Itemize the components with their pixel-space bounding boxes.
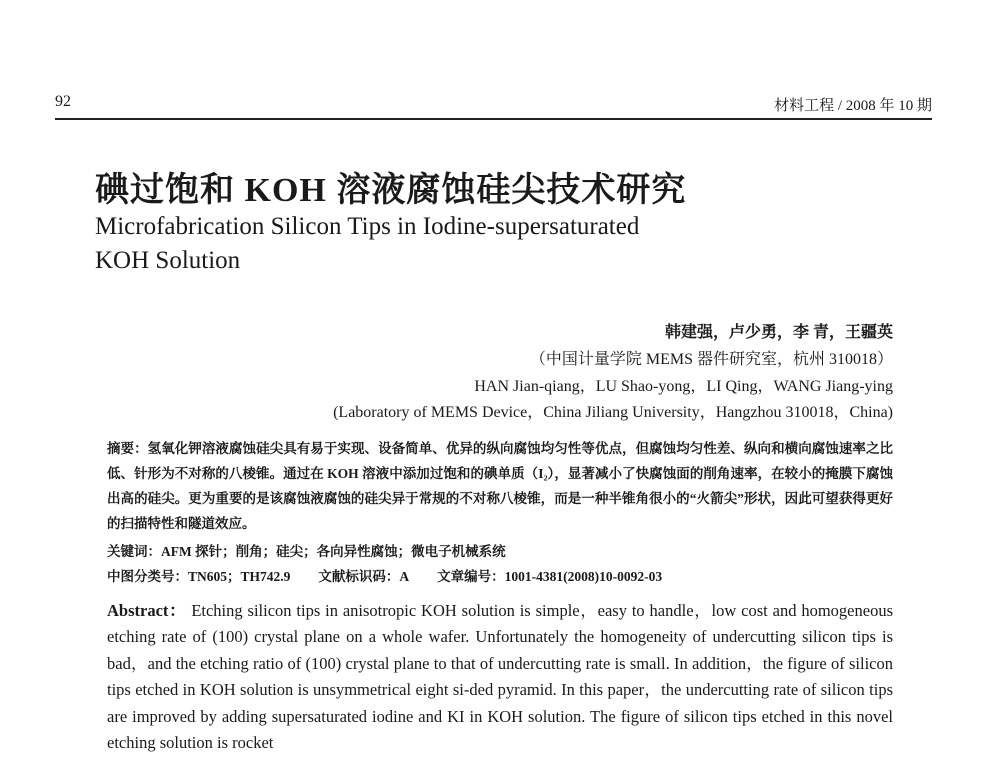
title-english-line-1: Microfabrication Silicon Tips in Iodine-supersaturated [95, 213, 640, 240]
running-head: 材料工程 / 2008 年 10 期 [774, 98, 932, 114]
article-number-label: 文章编号： [437, 569, 505, 584]
clc-value: TN605；TH742.9 [188, 569, 291, 584]
abstract-english-text: Etching silicon tips in anisotropic KOH solution is simple，easy to handle，low cost and homogeneous etching rate of (100) crystal plane on a whole wafer. Unfortunately the homogeneity of undercutting silicon tips is bad，and the etching ratio of (100) crystal plane to that of undercutting rate is small. In addition，the figure of silicon tips etched in KOH solution is unsymmetrical eight si-ded pyramid. In this paper，the undercutting rate of silicon tips are improved by adding supersaturated iodine and KI in KOH solution. The figure of silicon tips etched in this novel etching solution is rocket [107, 601, 894, 753]
keywords [107, 540, 506, 560]
title-english-line-2: KOH Solution [95, 247, 241, 274]
affiliation-chinese: （中国计量学院 MEMS 器件研究室，杭州 310018） [529, 351, 893, 368]
abstract-english-label: Abstract： [107, 601, 187, 620]
classification-line [107, 565, 662, 585]
clc-label: 中图分类号： [107, 569, 188, 584]
authors-chinese: 韩建强，卢少勇，李 青，王疆英 [664, 324, 893, 341]
article-number-value: 1001-4381(2008)10-0092-03 [504, 569, 663, 584]
keywords-label: 关键词： [107, 544, 161, 559]
doc-code-label: 文献标识码： [318, 569, 400, 584]
keywords-text: AFM 探针；削角；硅尖；各向异性腐蚀；微电子机械系统 [161, 544, 506, 559]
affiliation-english: (Laboratory of MEMS Device，China Jiliang University，Hangzhou 310018，China) [333, 404, 893, 421]
abstract-chinese-label: 摘要： [107, 441, 148, 456]
header-divider [55, 118, 932, 120]
title-chinese: 碘过饱和 KOH 溶液腐蚀硅尖技术研究 [95, 172, 687, 209]
abstract-chinese [107, 436, 893, 536]
authors-english: HAN Jian-qiang，LU Shao-yong，LI Qing，WANG Jiang-ying [474, 378, 893, 395]
abstract-english [107, 598, 893, 756]
page-number: 92 [55, 93, 71, 110]
abstract-chinese-text: 氢氧化钾溶液腐蚀硅尖具有易于实现、设备简单、优异的纵向腐蚀均匀性等优点，但腐蚀均匀性差、纵向和横向腐蚀速率之比低、针形为不对称的八棱锥。通过在 KOH 溶液中添加过饱和的碘单质（I₂），显著减小了快腐蚀面的削角速率，在较小的掩膜下腐蚀出高的硅尖。更为重要的是该腐蚀液腐蚀的硅尖异于常规的不对称八棱锥，而是一种半锥角很小的“火箭尖”形状，因此可望获得更好的扫描特性和隧道效应。 [107, 441, 894, 531]
doc-code-value: A [399, 569, 410, 584]
